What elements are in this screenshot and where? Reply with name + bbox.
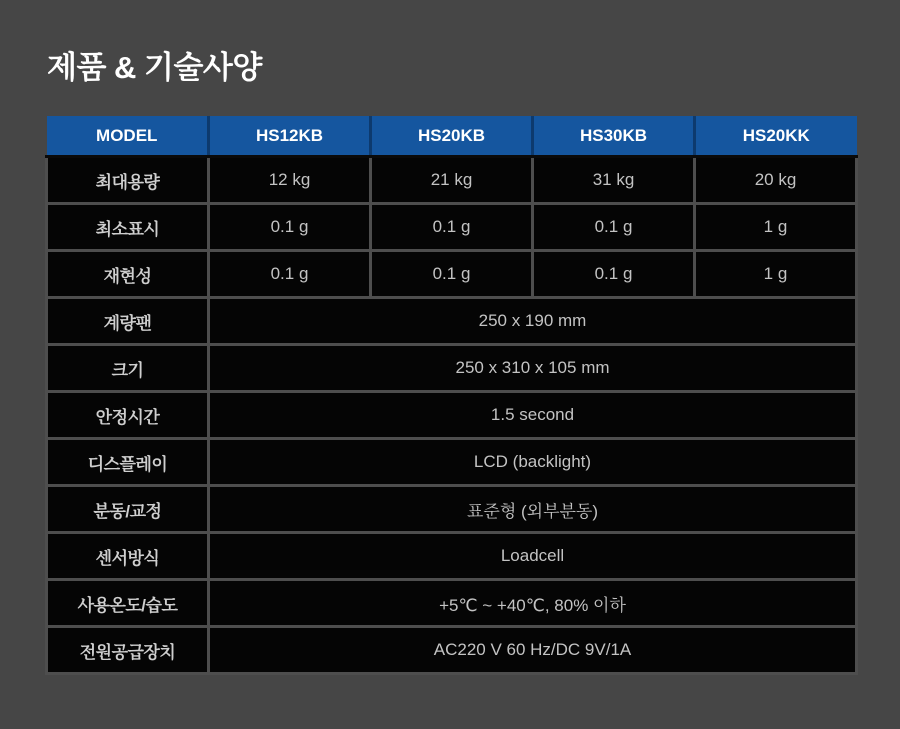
spec-value-cell: 표준형 (외부분동) — [209, 486, 857, 533]
spec-value-cell: 250 x 190 mm — [209, 298, 857, 345]
spec-value-cell: 0.1 g — [533, 251, 695, 298]
spec-row-label: 계량팬 — [47, 298, 209, 345]
spec-value-cell: AC220 V 60 Hz/DC 9V/1A — [209, 627, 857, 674]
spec-value-cell: 12 kg — [209, 157, 371, 204]
spec-row-label: 최대용량 — [47, 157, 209, 204]
header-cell-hs20kb: HS20KB — [371, 116, 533, 157]
spec-row-weighing-pan — [47, 298, 857, 345]
spec-row-label: 전원공급장치 — [47, 627, 209, 674]
spec-value-cell: 0.1 g — [209, 251, 371, 298]
spec-value-cell: 1.5 second — [209, 392, 857, 439]
spec-row-label: 안정시간 — [47, 392, 209, 439]
spec-row-repeatability — [47, 251, 857, 298]
spec-value-cell: Loadcell — [209, 533, 857, 580]
spec-row-operating-temp-humidity — [47, 580, 857, 627]
spec-row-label: 크기 — [47, 345, 209, 392]
spec-table — [45, 116, 858, 675]
spec-header-row — [47, 116, 857, 157]
spec-value-cell: 0.1 g — [371, 251, 533, 298]
spec-row-label: 재현성 — [47, 251, 209, 298]
header-cell-hs12kb: HS12KB — [209, 116, 371, 157]
spec-row-stabilization-time — [47, 392, 857, 439]
spec-value-cell: 31 kg — [533, 157, 695, 204]
page-title: 제품 & 기술사양 — [47, 50, 262, 85]
spec-value-cell: LCD (backlight) — [209, 439, 857, 486]
header-cell-hs30kb: HS30KB — [533, 116, 695, 157]
spec-row-label: 디스플레이 — [47, 439, 209, 486]
spec-row-sensor-type — [47, 533, 857, 580]
spec-row-min-display — [47, 204, 857, 251]
spec-row-size — [47, 345, 857, 392]
spec-row-label: 최소표시 — [47, 204, 209, 251]
spec-value-cell: 0.1 g — [533, 204, 695, 251]
header-cell-hs20kk: HS20KK — [695, 116, 857, 157]
spec-row-calibration — [47, 486, 857, 533]
header-cell-model: MODEL — [47, 116, 209, 157]
spec-value-cell: +5℃ ~ +40℃, 80% 이하 — [209, 580, 857, 627]
spec-value-cell: 21 kg — [371, 157, 533, 204]
spec-row-label: 사용온도/습도 — [47, 580, 209, 627]
spec-value-cell: 1 g — [695, 204, 857, 251]
spec-row-max-capacity — [47, 157, 857, 204]
spec-row-label: 센서방식 — [47, 533, 209, 580]
spec-row-power-supply — [47, 627, 857, 674]
spec-value-cell: 20 kg — [695, 157, 857, 204]
spec-row-label: 분동/교정 — [47, 486, 209, 533]
spec-value-cell: 0.1 g — [371, 204, 533, 251]
spec-value-cell: 1 g — [695, 251, 857, 298]
spec-value-cell: 0.1 g — [209, 204, 371, 251]
spec-value-cell: 250 x 310 x 105 mm — [209, 345, 857, 392]
spec-row-display — [47, 439, 857, 486]
